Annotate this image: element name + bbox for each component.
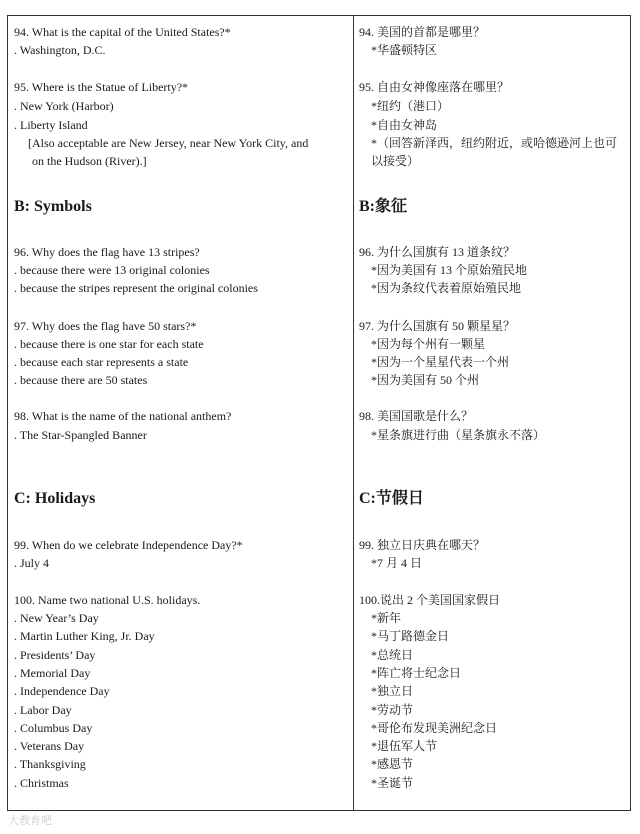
answer-97-en-1: . because there is one star for each state: [14, 337, 204, 351]
answer-96-en-2: . because the stripes represent the original colonies: [14, 281, 258, 295]
question-99-zh: 99. 独立日庆典在哪天？: [359, 538, 486, 552]
answer-96-zh-1: *因为美国有 13 个原始殖民地: [371, 263, 528, 277]
answer-100-en-3: . Presidents’ Day: [14, 648, 96, 662]
answer-100-zh-1: *新年: [371, 611, 402, 625]
answer-99-en-1: . July 4: [14, 556, 50, 570]
answer-100-zh-8: *退伍军人节: [371, 739, 438, 753]
answer-96-en-1: . because there were 13 original colonies: [14, 263, 210, 277]
answer-100-en-10: . Christmas: [14, 776, 69, 790]
answer-95-en-note-2: on the Hudson (River).]: [32, 154, 147, 168]
section-b-heading-zh: B:象征: [359, 198, 408, 215]
answer-95-en-1: . New York (Harbor): [14, 99, 114, 113]
answer-100-en-7: . Columbus Day: [14, 721, 93, 735]
question-95-zh: 95. 自由女神像座落在哪里？: [359, 80, 510, 94]
answer-100-en-4: . Memorial Day: [14, 666, 91, 680]
question-99-en: 99. When do we celebrate Independence Day?*: [14, 538, 243, 552]
answer-100-en-1: . New Year’s Day: [14, 611, 99, 625]
question-94-zh: 94. 美国的首都是哪里？: [359, 25, 486, 39]
watermark: 大教育吧: [8, 814, 52, 827]
answer-97-zh-1: *因为每个州有一颗星: [371, 337, 486, 351]
answer-95-en-2: . Liberty Island: [14, 118, 88, 132]
answer-100-zh-7: *哥伦布发现美洲纪念日: [371, 721, 498, 735]
answer-97-en-3: . because there are 50 states: [14, 373, 148, 387]
answer-98-zh-1: *星条旗进行曲（星条旗永不落）: [371, 428, 546, 442]
answer-95-en-note-1: [Also acceptable are New Jersey, near New York City, and: [28, 136, 309, 150]
answer-95-zh-note-1: *（回答新泽西，纽约附近，或哈德逊河上也可: [371, 136, 618, 150]
section-c-heading-en: C: Holidays: [14, 490, 96, 507]
answer-95-zh-2: *自由女神岛: [371, 118, 438, 132]
question-98-en: 98. What is the name of the national anthem?: [14, 409, 232, 423]
question-96-zh: 96. 为什么国旗有 13 道条纹？: [359, 245, 516, 259]
answer-94-en-1: . Washington, D.C.: [14, 43, 106, 57]
answer-97-en-2: . because each star represents a state: [14, 355, 189, 369]
answer-94-zh-1: *华盛顿特区: [371, 43, 438, 57]
question-97-zh: 97. 为什么国旗有 50 颗星星？: [359, 319, 516, 333]
answer-100-zh-5: *独立日: [371, 684, 414, 698]
answer-98-en-1: . The Star-Spangled Banner: [14, 428, 147, 442]
answer-100-zh-4: *阵亡将士纪念日: [371, 666, 462, 680]
answer-95-zh-note-2: 以接受）: [371, 154, 420, 168]
answer-100-en-9: . Thanksgiving: [14, 757, 86, 771]
question-96-en: 96. Why does the flag have 13 stripes?: [14, 245, 200, 259]
column-divider: [353, 16, 354, 810]
civics-table: [7, 15, 631, 811]
question-98-zh: 98. 美国国歌是什么？: [359, 409, 474, 423]
question-95-en: 95. Where is the Statue of Liberty?*: [14, 80, 189, 94]
answer-96-zh-2: *因为条纹代表着原始殖民地: [371, 281, 522, 295]
section-c-heading-zh: C:节假日: [359, 490, 424, 507]
answer-100-zh-10: *圣诞节: [371, 776, 414, 790]
question-97-en: 97. Why does the flag have 50 stars?*: [14, 319, 197, 333]
answer-100-en-6: . Labor Day: [14, 703, 72, 717]
answer-100-zh-3: *总统日: [371, 648, 414, 662]
answer-100-zh-6: *劳动节: [371, 703, 414, 717]
section-b-heading-en: B: Symbols: [14, 198, 92, 215]
question-100-en: 100. Name two national U.S. holidays.: [14, 593, 201, 607]
answer-97-zh-3: *因为美国有 50 个州: [371, 373, 480, 387]
answer-100-en-2: . Martin Luther King, Jr. Day: [14, 629, 155, 643]
answer-100-zh-9: *感恩节: [371, 757, 414, 771]
question-100-zh: 100.说出 2 个美国国家假日: [359, 593, 501, 607]
answer-99-zh-1: *7 月 4 日: [371, 556, 423, 570]
answer-100-en-8: . Veterans Day: [14, 739, 85, 753]
question-94-en: 94. What is the capital of the United States?*: [14, 25, 231, 39]
answer-100-zh-2: *马丁路德金日: [371, 629, 450, 643]
answer-97-zh-2: *因为一个星星代表一个州: [371, 355, 510, 369]
answer-100-en-5: . Independence Day: [14, 684, 110, 698]
answer-95-zh-1: *纽约（港口）: [371, 99, 450, 113]
